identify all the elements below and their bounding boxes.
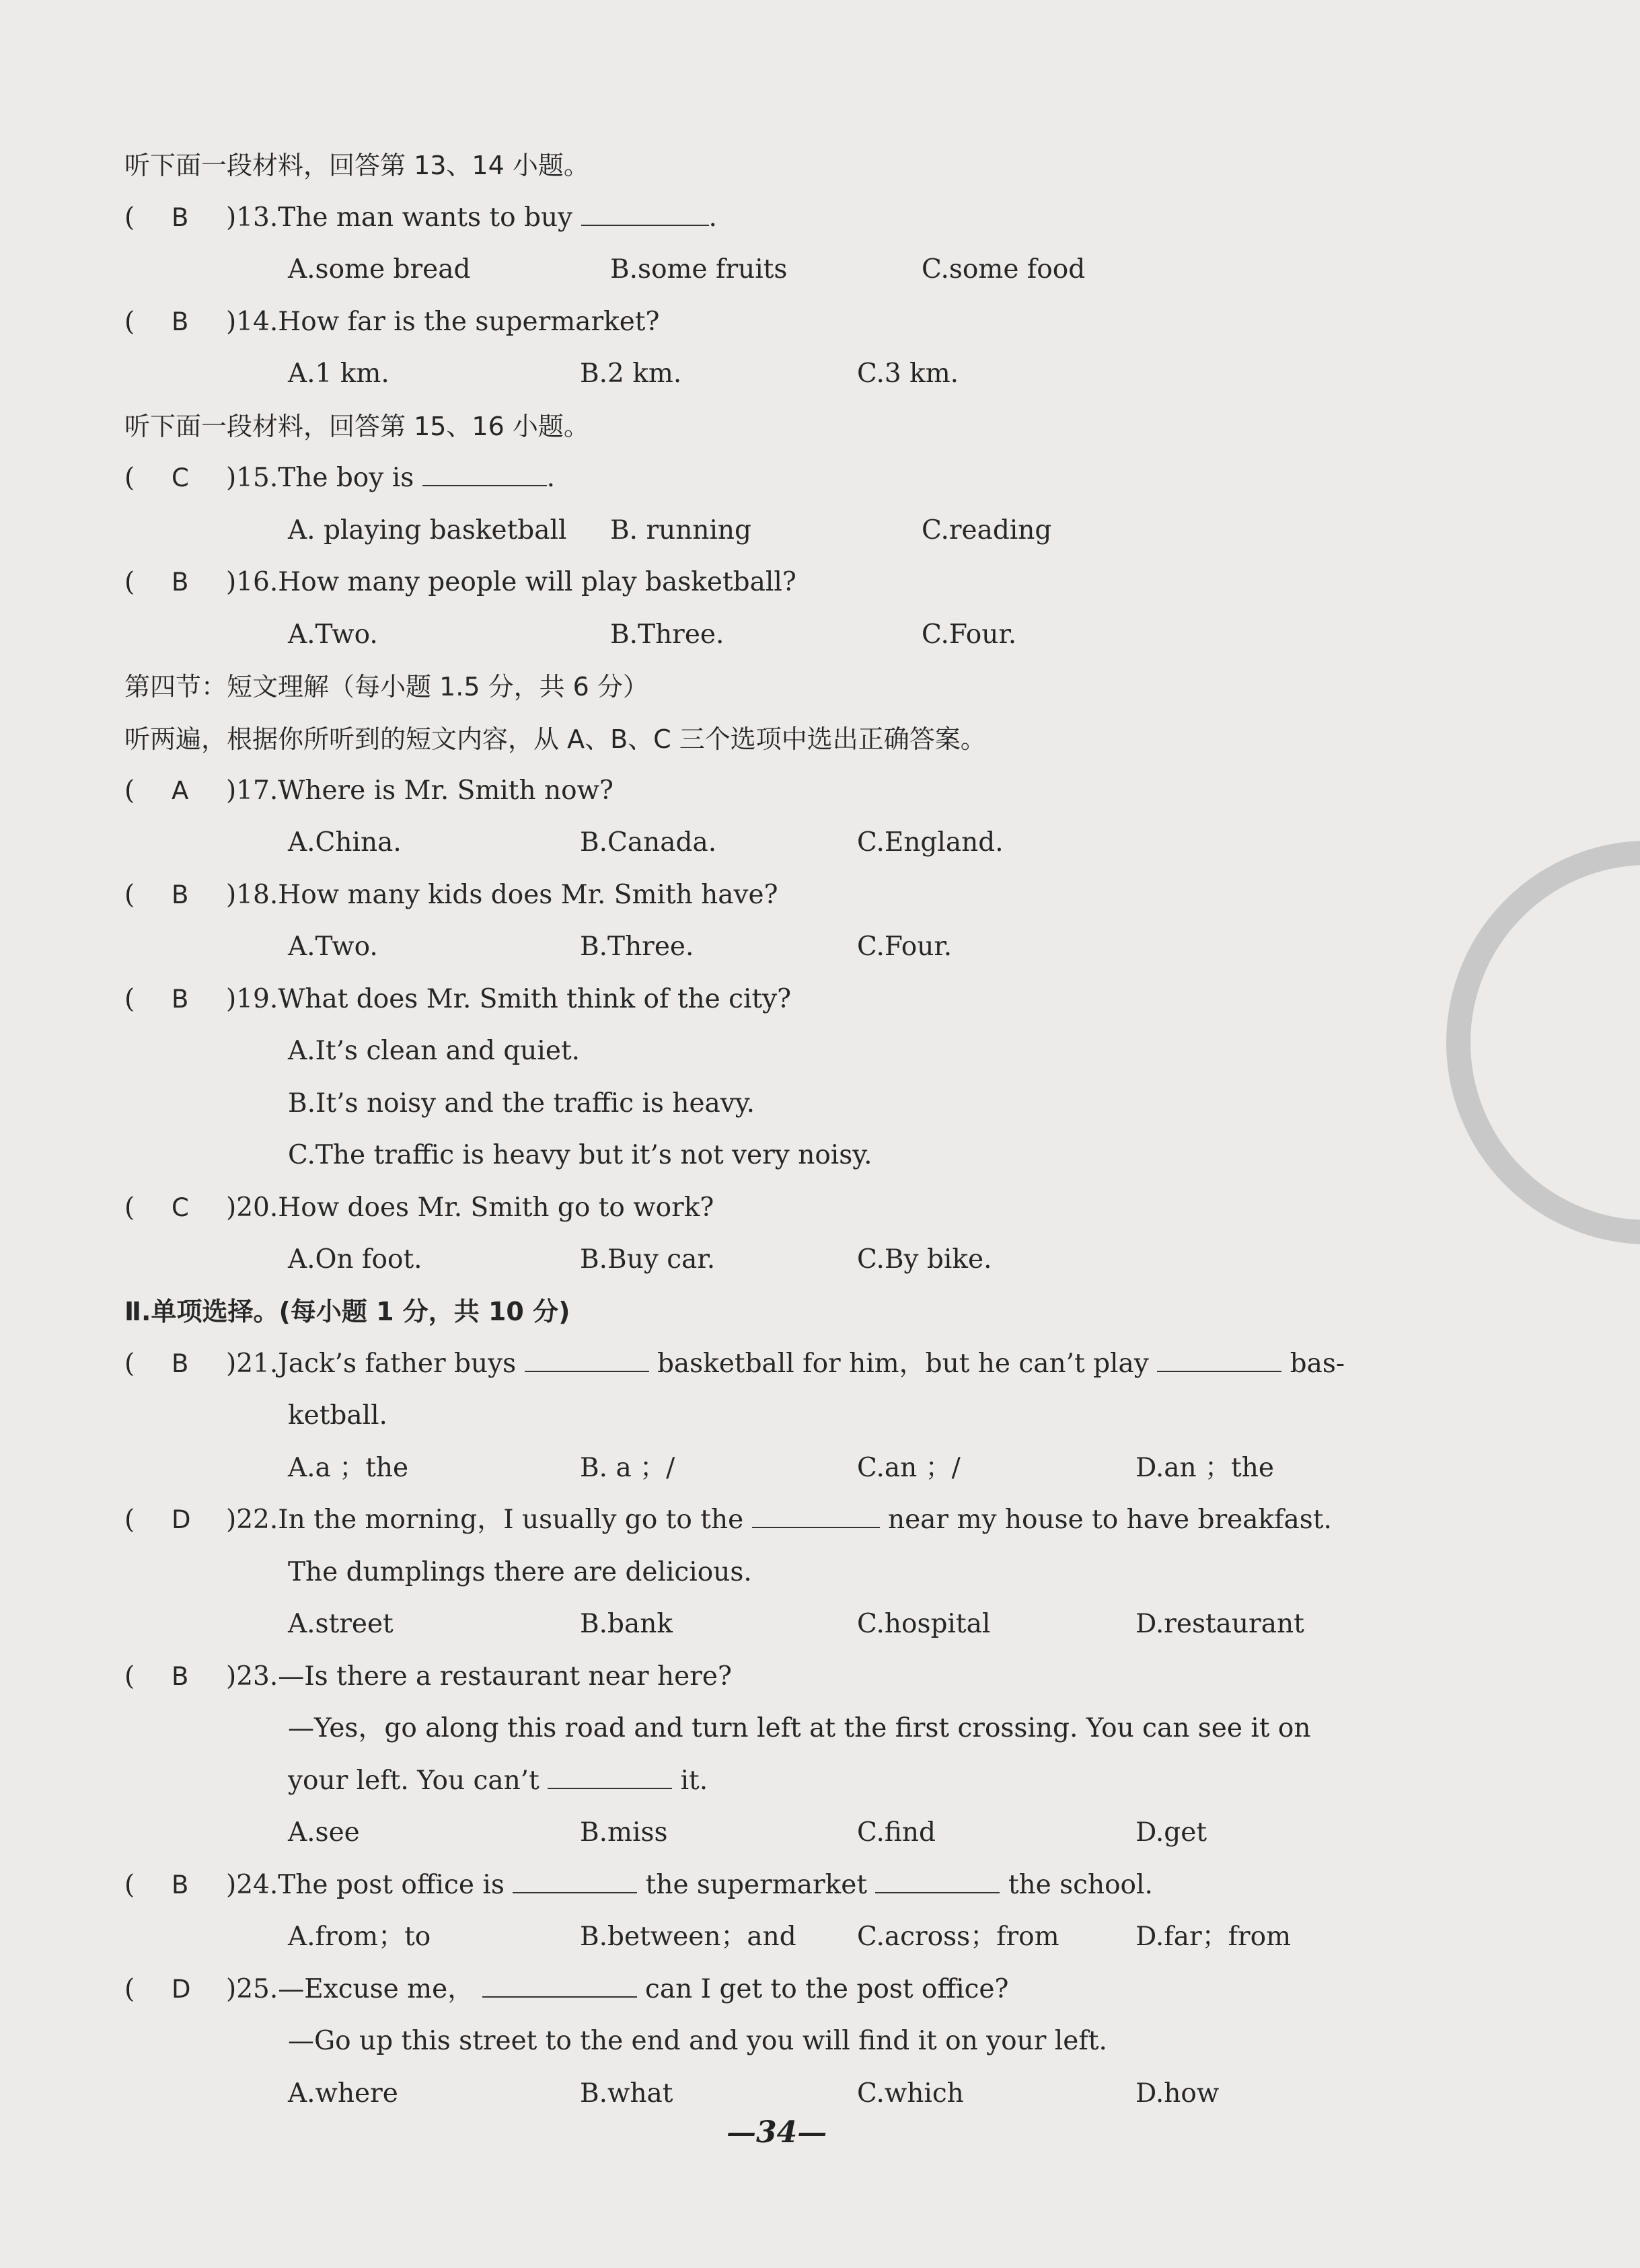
option: B.bank	[580, 1609, 673, 1639]
question-text: )16.How many people will play basketball?	[226, 567, 796, 597]
option: B.Three.	[610, 619, 724, 650]
page-number: —34—	[726, 2115, 827, 2150]
question-15: ( C )15.The boy is .	[0, 452, 1640, 504]
answer-blank	[422, 458, 547, 486]
answer-letter: A	[172, 776, 189, 805]
option: B.what	[580, 2078, 673, 2109]
option: B.Three.	[580, 932, 694, 962]
answer-blank	[513, 1865, 637, 1893]
option: B.It’s noisy and the traffic is heavy.	[288, 1088, 755, 1119]
question-text: )15.The boy is	[226, 463, 414, 493]
question-continuation: The dumplings there are delicious.	[288, 1557, 752, 1587]
option: C.England.	[857, 827, 1004, 858]
options-18	[0, 921, 1640, 973]
option: A.Two.	[288, 932, 378, 962]
option: B. running	[610, 515, 752, 545]
options-13	[0, 243, 1640, 296]
question-13: ( B )13.The man wants to buy .	[0, 192, 1640, 244]
question-22: ( D )22.In the morning，I usually go to the near my house to have breakfast.	[0, 1494, 1640, 1546]
option: B.2 km.	[580, 358, 682, 389]
options-15	[0, 504, 1640, 557]
option: B.Canada.	[580, 827, 717, 858]
option: C.some food	[922, 254, 1086, 285]
option: A.see	[288, 1817, 360, 1848]
options-17	[0, 817, 1640, 869]
option: D.an ；the	[1135, 1453, 1274, 1483]
option: C.By bike.	[857, 1244, 992, 1275]
option: D.restaurant	[1135, 1609, 1304, 1639]
option: A.a ；the	[288, 1453, 409, 1483]
option: B.miss	[580, 1817, 668, 1848]
options-25	[0, 2068, 1640, 2120]
question-text: )14.How far is the supermarket?	[226, 307, 660, 337]
option: A.street	[288, 1609, 394, 1639]
question-23: ( B )23.—Is there a restaurant near here?	[0, 1651, 1640, 1703]
section-instructions: 听两遍，根据你所听到的短文内容，从 A、B、C 三个选项中选出正确答案。	[124, 724, 986, 754]
question-text: )21.Jack’s father buys	[226, 1349, 517, 1379]
question-continuation: ketball.	[288, 1400, 387, 1431]
question-text: )23.—Is there a restaurant near here?	[226, 1661, 732, 1692]
answer-letter: B	[172, 985, 189, 1014]
answer-letter: B	[172, 307, 189, 336]
option: C.which	[857, 2078, 964, 2109]
option: C.Four.	[922, 619, 1017, 650]
answer-letter: B	[172, 568, 189, 597]
option: A.from；to	[288, 1922, 431, 1952]
answer-paren: (	[124, 202, 135, 233]
answer-letter: C	[172, 1193, 189, 1222]
option: D.get	[1135, 1817, 1207, 1848]
question-continuation: —Go up this street to the end and you will find it on your left.	[288, 2026, 1107, 2056]
option: A.some bread	[288, 254, 471, 285]
option: C.find	[857, 1817, 936, 1848]
question-text: )17.Where is Mr. Smith now?	[226, 776, 613, 806]
options-24	[0, 1911, 1640, 1963]
option: B.between；and	[580, 1922, 796, 1952]
question-21: ( B )21.Jack’s father buys basketball for him，but he can’t play bas-	[0, 1338, 1640, 1390]
question-17: ( A )17.Where is Mr. Smith now?	[0, 765, 1640, 817]
option: B. a ；/	[580, 1453, 675, 1483]
question-text: )20.How does Mr. Smith go to work?	[226, 1193, 714, 1223]
option: A.China.	[288, 827, 402, 858]
options-23	[0, 1807, 1640, 1859]
option: A. playing basketball	[288, 515, 567, 545]
answer-letter: D	[172, 1975, 191, 2004]
section-heading: 第四节：短文理解（每小题 1.5 分，共 6 分）	[124, 672, 648, 702]
option: C.across；from	[857, 1922, 1059, 1952]
option: A.where	[288, 2078, 398, 2109]
answer-letter: C	[172, 463, 189, 492]
answer-blank	[875, 1865, 1000, 1893]
question-continuation: —Yes，go along this road and turn left at the first crossing. You can see it on	[288, 1713, 1311, 1743]
question-18: ( B )18.How many kids does Mr. Smith have?	[0, 869, 1640, 921]
option: B.Buy car.	[580, 1244, 716, 1275]
option: B.some fruits	[610, 254, 788, 285]
option: C.The traffic is heavy but it’s not very noisy.	[288, 1140, 872, 1170]
answer-letter: B	[172, 1662, 189, 1691]
option: D.far；from	[1135, 1922, 1292, 1952]
section-heading: 听下面一段材料，回答第 13、14 小题。	[124, 151, 589, 180]
option: C.3 km.	[857, 358, 959, 389]
options-14	[0, 348, 1640, 400]
option: A.1 km.	[288, 358, 389, 389]
question-text: )22.In the morning，I usually go to the	[226, 1505, 744, 1535]
question-text: )19.What does Mr. Smith think of the city?	[226, 984, 792, 1014]
question-25: ( D )25.—Excuse me， can I get to the post office?	[0, 1963, 1640, 2016]
answer-blank	[581, 198, 709, 226]
answer-blank	[548, 1761, 672, 1789]
option: A.It’s clean and quiet.	[288, 1036, 581, 1066]
answer-blank	[752, 1500, 880, 1528]
question-20: ( C )20.How does Mr. Smith go to work?	[0, 1182, 1640, 1234]
question-14: ( B )14.How far is the supermarket?	[0, 296, 1640, 348]
options-20	[0, 1234, 1640, 1286]
option: A.Two.	[288, 619, 378, 650]
section-heading: Ⅱ.单项选择。(每小题 1 分，共 10 分)	[124, 1297, 570, 1326]
option: C.Four.	[857, 932, 953, 962]
answer-blank	[525, 1344, 649, 1372]
answer-letter: B	[172, 880, 189, 909]
option: C.reading	[922, 515, 1052, 545]
option: A.On foot.	[288, 1244, 422, 1275]
question-continuation: your left. You can’t it.	[288, 1755, 708, 1807]
answer-blank	[482, 1969, 637, 1998]
section-heading: 听下面一段材料，回答第 15、16 小题。	[124, 412, 589, 441]
option: D.how	[1135, 2078, 1220, 2109]
options-22	[0, 1598, 1640, 1651]
option: C.hospital	[857, 1609, 991, 1639]
answer-letter: B	[172, 1870, 189, 1899]
question-19: ( B )19.What does Mr. Smith think of the city?	[0, 973, 1640, 1026]
question-text: )25.—Excuse me，	[226, 1974, 474, 2004]
options-16	[0, 609, 1640, 661]
question-text: )24.The post office is	[226, 1870, 505, 1900]
options-21	[0, 1442, 1640, 1495]
question-text: )13.The man wants to buy	[226, 202, 573, 233]
answer-letter: B	[172, 1349, 189, 1378]
option: C.an ；/	[857, 1453, 961, 1483]
question-16: ( B )16.How many people will play basketball?	[0, 556, 1640, 609]
question-text: )18.How many kids does Mr. Smith have?	[226, 880, 778, 910]
answer-letter: D	[172, 1505, 191, 1534]
question-24: ( B )24.The post office is the supermarket the school.	[0, 1859, 1640, 1912]
answer-letter: B	[172, 203, 189, 232]
answer-blank	[1157, 1344, 1281, 1372]
